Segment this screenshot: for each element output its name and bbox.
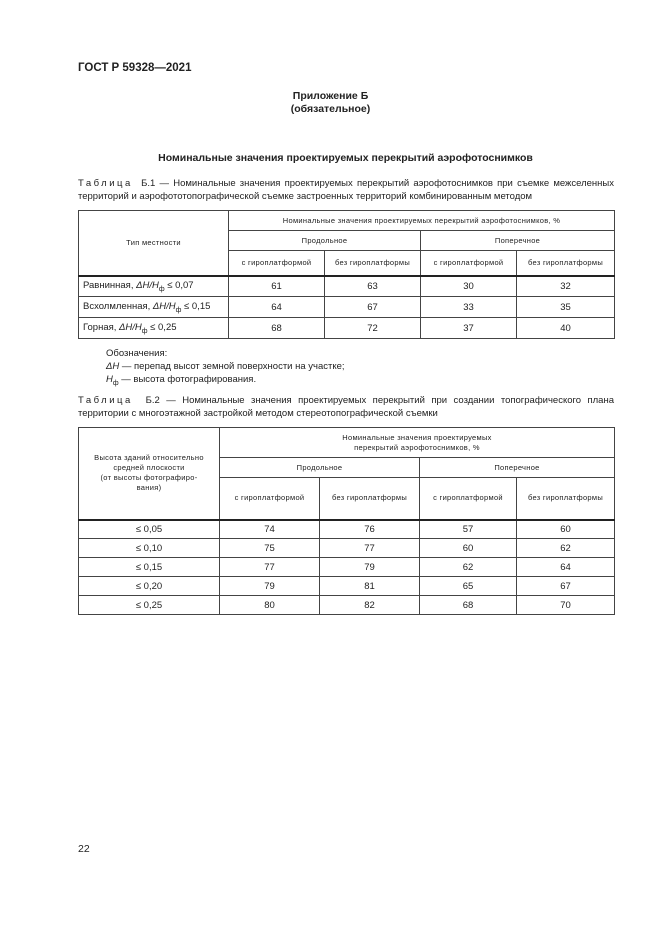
table2-caption-text: Б.2 — Номинальные значения проектируемых перекрытий при создании топографического плана территории с многоэтажной застройкой методом стереотопографической съемки [78,395,614,419]
table-cell: 68 [229,318,325,339]
table-cell: 67 [325,297,421,318]
table-cell: 60 [420,539,517,558]
row-label: Всхолмленная, $\Delta H/H_ф \le 0,15$ [79,297,229,318]
notation-line: ΔH — перепад высот земной поверхности на участке; [106,361,345,372]
table-cell: 33 [421,297,517,318]
table-cell: 40 [517,318,615,339]
notations-title: Обозначения: [106,348,168,359]
table2-caption [78,395,614,420]
table-cell: 68 [420,596,517,615]
table1 [78,210,615,339]
table1-subheader-transverse: Поперечное [421,231,615,251]
table-cell: 76 [320,520,420,539]
table-cell: 67 [517,577,615,596]
table1-col-header: с гироплатформой [229,251,325,276]
table-cell: 30 [421,276,517,297]
table-cell: 70 [517,596,615,615]
table-cell: 61 [229,276,325,297]
row-label: Горная, $\Delta H/H_ф \le 0,25$ [79,318,229,339]
row-label: ≤ 0,10 [79,539,220,558]
table-cell: 79 [320,558,420,577]
table-cell: 64 [229,297,325,318]
table-row [79,539,615,558]
table2-subheader-transverse: Поперечное [420,458,615,478]
table-cell: 79 [220,577,320,596]
table-cell: 72 [325,318,421,339]
table-row [79,276,615,297]
appendix-title: Приложение Б [292,90,369,102]
table-cell: 37 [421,318,517,339]
table2-group-header: Номинальные значения проектируемых перекрытий аэрофотоснимков, % [220,428,615,458]
table-row [79,558,615,577]
table1-col-header: без гироплатформы [517,251,615,276]
table2-caption-label: Таблица [78,395,133,406]
table1-row-header: Тип местности [79,211,229,276]
table-row [79,577,615,596]
table1-caption-text: Б.1 — Номинальные значения проектируемых перекрытий аэрофотоснимков при съемке межселенных территорий и аэрофототопографической съемке застроенных территорий комбинированным методом [78,178,615,202]
table-cell: 77 [320,539,420,558]
table-cell: 60 [517,520,615,539]
table-cell: 57 [420,520,517,539]
table1-caption [78,178,614,203]
table-cell: 35 [517,297,615,318]
table-cell: 81 [320,577,420,596]
table2-col-header: без гироплатформы [320,478,420,520]
table-cell: 32 [517,276,615,297]
table2 [78,427,615,615]
table-cell: 74 [220,520,320,539]
table2-col-header: с гироплатформой [420,478,517,520]
standard-number: ГОСТ Р 59328—2021 [78,62,192,74]
appendix-heading [0,90,661,116]
row-label: ≤ 0,15 [79,558,220,577]
notation-line: $H_ф$ — высота фотографирования. [106,374,257,387]
table-cell: 75 [220,539,320,558]
table2-col-header: с гироплатформой [220,478,320,520]
table-cell: 64 [517,558,615,577]
table1-caption-label: Таблица [78,178,133,189]
row-label: ≤ 0,25 [79,596,220,615]
table-cell: 63 [325,276,421,297]
table2-row-header: Высота зданий относительно средней плоскости (от высоты фотографиро- вания) [79,428,220,520]
table-cell: 62 [517,539,615,558]
notations [106,347,345,390]
table1-col-header: с гироплатформой [421,251,517,276]
row-label: Равнинная, $\Delta H/H_ф \le 0,07$ [79,276,229,297]
table-cell: 77 [220,558,320,577]
table2-subheader-longitudinal: Продольное [220,458,420,478]
table-row [79,318,615,339]
table-row [79,520,615,539]
table1-group-header: Номинальные значения проектируемых перекрытий аэрофотоснимков, % [229,211,615,231]
table-row [79,297,615,318]
table1-subheader-longitudinal: Продольное [229,231,421,251]
row-label: ≤ 0,20 [79,577,220,596]
table-cell: 82 [320,596,420,615]
page-number: 22 [78,843,90,855]
table-cell: 80 [220,596,320,615]
table-row [79,596,615,615]
table2-col-header: без гироплатформы [517,478,615,520]
table-cell: 62 [420,558,517,577]
section-title: Номинальные значения проектируемых перекрытий аэрофотоснимков [158,152,533,164]
appendix-subtitle: (обязательное) [290,103,371,115]
row-label: ≤ 0,05 [79,520,220,539]
table1-col-header: без гироплатформы [325,251,421,276]
table-cell: 65 [420,577,517,596]
